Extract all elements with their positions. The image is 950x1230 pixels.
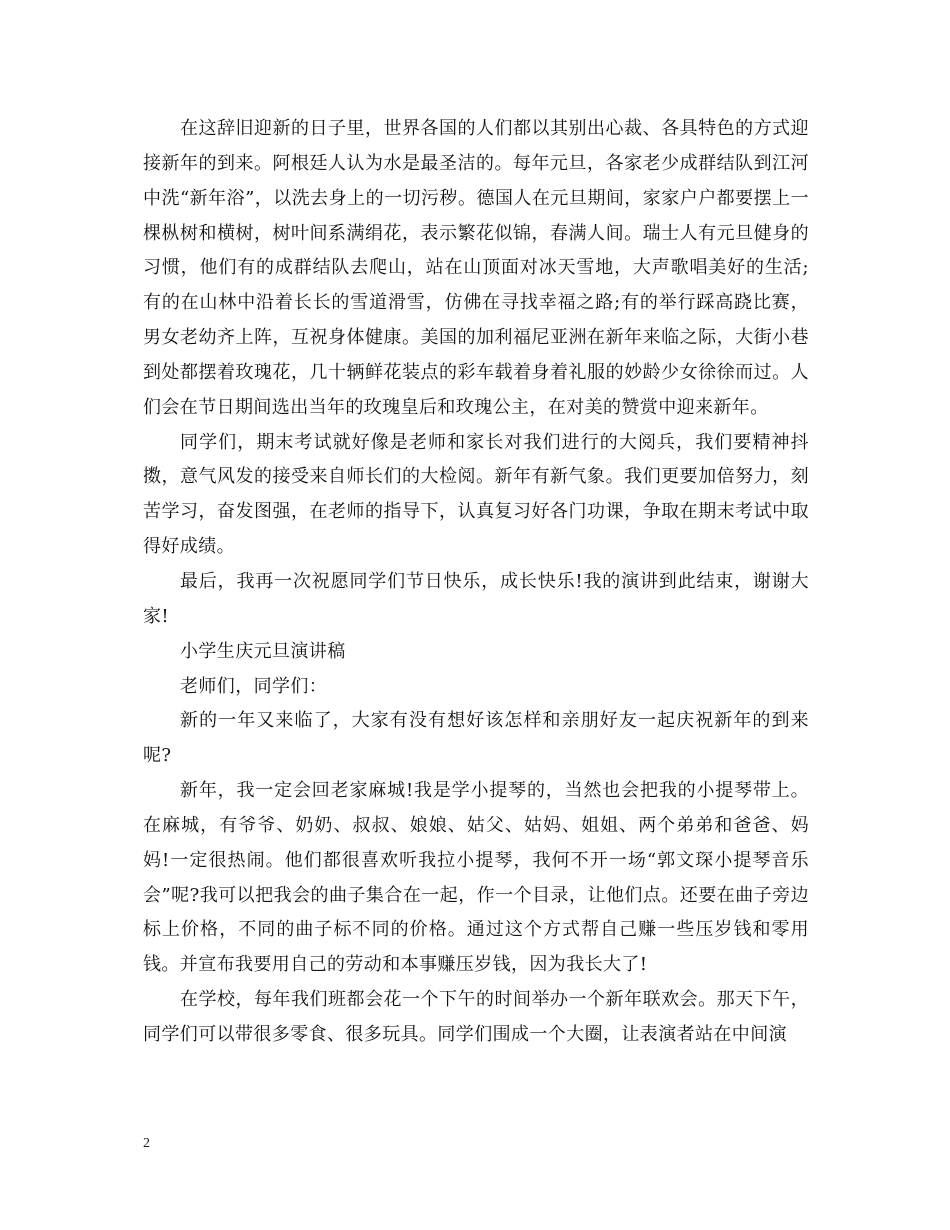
paragraph-closing: 最后，我再一次祝愿同学们节日快乐，成长快乐!我的演讲到此结束，谢谢大家! xyxy=(143,570,809,627)
paragraph-new-year-customs: 在这辞旧迎新的日子里，世界各国的人们都以其别出心裁、各具特色的方式迎接新年的到来。阿根廷人认为水是最圣洁的。每年元旦，各家老少成群结队到江河中洗“新年浴”，以洗去身上的一切污秽。德国人在元旦期间，家家户户都要摆上一棵枞树和横树，树叶间系满绢花，表示繁花似锦，春满人间。瑞士人有元旦健身的习惯，他们有的成群结队去爬山，站在山顶面对冰天雪地，大声歌唱美好的生活;有的在山林中沿着长长的雪道滑雪，仿佛在寻找幸福之路;有的举行踩高跷比赛，男女老幼齐上阵，互祝身体健康。美国的加利福尼亚洲在新年来临之际，大街小巷到处都摆着玫瑰花，几十辆鲜花装点的彩车载着身着礼服的妙龄少女徐徐而过。人们会在节日期间选出当年的玫瑰皇后和玫瑰公主，在对美的赞赏中迎来新年。 xyxy=(143,118,809,418)
document-body xyxy=(143,112,809,1053)
paragraph-final-exam: 同学们，期末考试就好像是老师和家长对我们进行的大阅兵，我们要精神抖擞，意气风发的接受来自师长们的大检阅。新年有新气象。我们更要加倍努力，刻苦学习，奋发图强，在老师的指导下，认真复习好各门功课，争取在期末考试中取得好成绩。 xyxy=(143,431,809,558)
paragraph-school-party: 在学校，每年我们班都会花一个下午的时间举办一个新年联欢会。那天下午，同学们可以带很多零食、很多玩具。同学们围成一个大圈，让表演者站在中间演 xyxy=(143,989,809,1045)
page-number: 2 xyxy=(143,1136,150,1151)
speech-greeting: 老师们，同学们： xyxy=(180,675,328,697)
speech-title: 小学生庆元旦演讲稿 xyxy=(180,640,346,662)
paragraph-new-year-question: 新的一年又来临了，大家有没有想好该怎样和亲朋好友一起庆祝新年的到来呢? xyxy=(143,710,809,767)
paragraph-violin-concert: 新年，我一定会回老家麻城!我是学小提琴的，当然也会把我的小提琴带上。在麻城，有爷爷、奶奶、叔叔、娘娘、姑父、姑妈、姐姐、两个弟弟和爸爸、妈妈!一定很热闹。他们都很喜欢听我拉小提琴，我何不开一场“郭文琛小提琴音乐会”呢?我可以把我会的曲子集合在一起，作一个目录，让他们点。还要在曲子旁边标上价格，不同的曲子标不同的价格。通过这个方式帮自己赚一些压岁钱和零用钱。并宣布我要用自己的劳动和本事赚压岁钱，因为我长大了! xyxy=(143,780,809,976)
